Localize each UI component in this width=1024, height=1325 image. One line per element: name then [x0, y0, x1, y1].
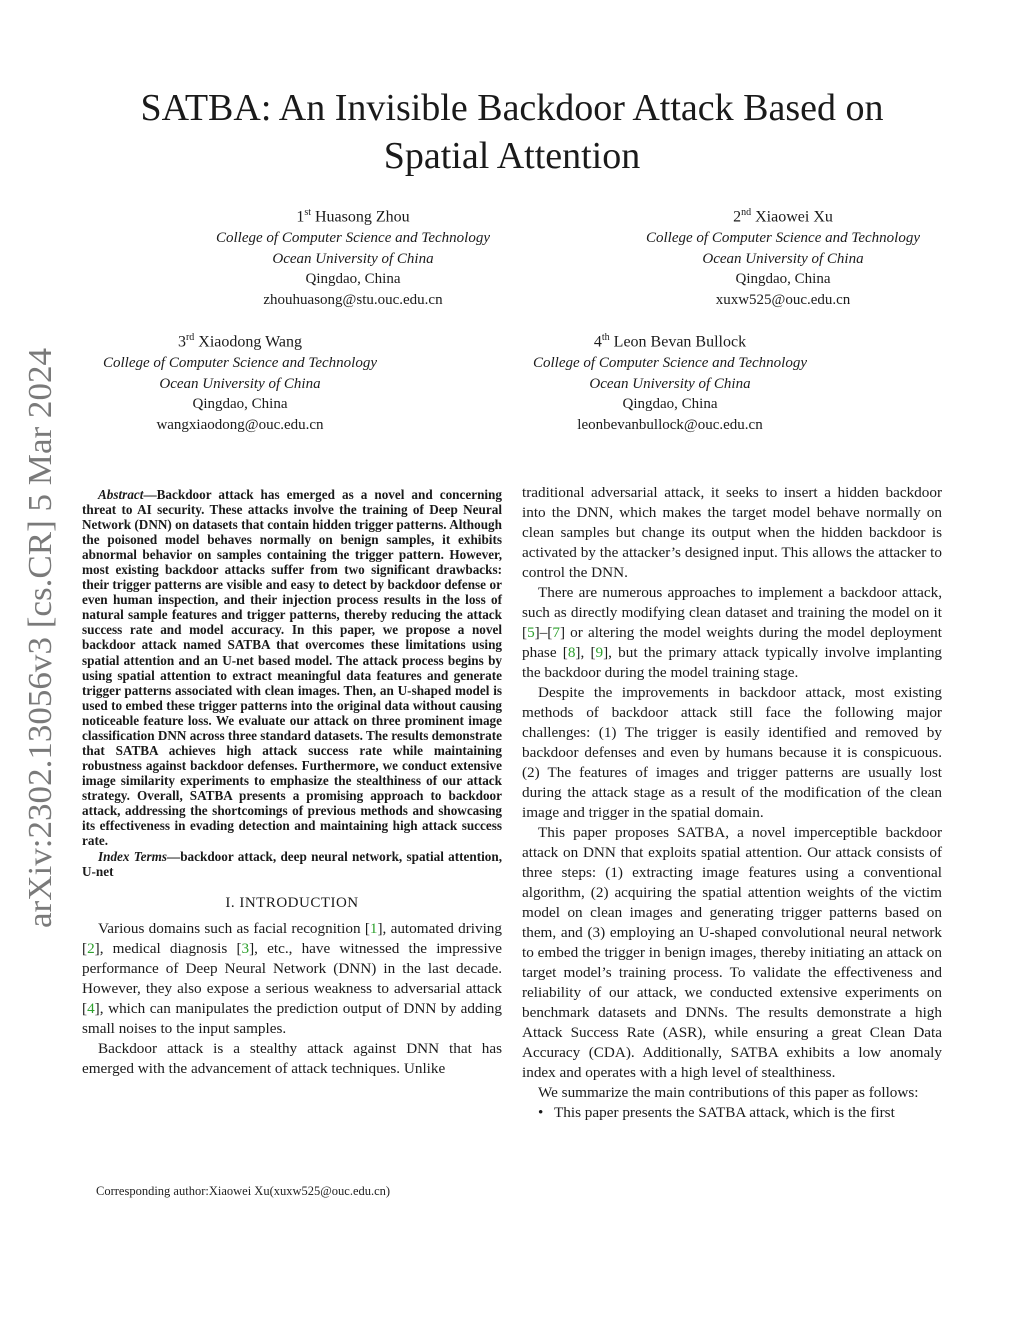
author-ordinal-suffix: rd	[185, 332, 195, 343]
author-department: College of Computer Science and Technology	[533, 354, 807, 371]
author-block-2	[573, 203, 993, 310]
citation-link[interactable]: 3	[241, 940, 250, 958]
author-email[interactable]: zhouhuasong@stu.ouc.edu.cn	[263, 291, 443, 308]
author-city: Qingdao, China	[735, 271, 831, 288]
author-university: Ocean University of China	[702, 250, 864, 267]
abstract-text: —Backdoor attack has emerged as a novel and concerning threat to AI security. These attacks involve the training of Deep Neural Network (DNN) on datasets that contain hidden trigger patterns. Although the poisoned model behaves normally on benign samples, it exhibits abnormal behavior on samples containing the trigger pattern. However, most existing backdoor attacks suffer from two significant drawbacks: their trigger patterns are visible and easy to detect by backdoor defense or even human inspection, and their injection process results in the loss of natural sample features and trigger patterns, thereby reducing the attack success rate and model accuracy. In this paper, we propose a novel backdoor attack named SATBA that overcomes these limitations using spatial attention and an U-net based model. The attack process begins by using spatial attention to extract meaningful data features and generate trigger patterns associated with clean images. Then, an U-shaped model is used to embed these trigger patterns into the original data without causing noticeable feature loss. We evaluate our attack on three prominent image classification DNN across three standard datasets. The results demonstrate that SATBA achieves high attack success rate while maintaining robustness against backdoor defenses. Furthermore, we conduct extensive image similarity experiments to emphasize the stealthiness of our attack strategy. Overall, SATBA presents a promising approach to backdoor attack, addressing the shortcomings of previous methods and showcasing its effectiveness in evading detection and maintaining high attack success rate.	[82, 487, 502, 849]
author-name: Leon Bevan Bullock	[613, 333, 747, 351]
citation-link[interactable]: 2	[87, 940, 95, 958]
author-department: College of Computer Science and Technology	[646, 229, 920, 246]
bullet-icon: •	[538, 1104, 544, 1121]
author-university: Ocean University of China	[272, 250, 434, 267]
author-ordinal: 3	[177, 333, 186, 351]
author-ordinal: 1	[296, 208, 305, 226]
author-name: Xiaowei Xu	[755, 208, 833, 226]
author-city: Qingdao, China	[192, 396, 288, 413]
citation-link[interactable]: 9	[595, 644, 604, 661]
citation-link[interactable]: 4	[87, 1000, 95, 1018]
author-university: Ocean University of China	[159, 375, 321, 392]
intro-paragraph-2: Backdoor attack is a stealthy attack against DNN that has emerged with the advancement of attack techniques. Unlike	[82, 1040, 502, 1078]
left-column	[82, 487, 502, 1079]
footnote: Corresponding author:Xiaowei Xu(xuxw525@ouc.edu.cn)	[96, 1184, 391, 1198]
author-name: Xiaodong Wang	[198, 333, 303, 351]
title-line-2: Spatial Attention	[383, 135, 641, 177]
author-email[interactable]: wangxiaodong@ouc.edu.cn	[156, 416, 324, 433]
intro-paragraph-1: Various domains such as facial recognition [1], automated driving [2], medical diagnosis [3], etc., have witnessed the impressive performance of Deep Neural Network (DNN) in the last decade. However, they also expose a serious weakness to adversarial attack [4], which can manipulates the prediction output of DNN by adding small noises to the input samples.	[82, 920, 503, 1038]
author-email[interactable]: xuxw525@ouc.edu.cn	[715, 291, 851, 308]
index-terms-text: —backdoor attack, deep neural network, spatial attention, U-net	[82, 849, 502, 880]
citation-link[interactable]: 8	[567, 644, 576, 661]
right-paragraph-5: We summarize the main contributions of this paper as follows:	[538, 1084, 919, 1101]
contribution-list-item	[522, 1103, 942, 1123]
right-paragraph-1: traditional adversarial attack, it seeks to insert a hidden backdoor into the DNN, which makes the target model behave normally on clean samples but change its output when the hidden backdoor is activated by the attacker’s designed input. This allows the attacker to control the DNN.	[522, 484, 942, 581]
index-terms	[82, 849, 502, 879]
author-ordinal: 4	[593, 333, 602, 351]
author-university: Ocean University of China	[589, 375, 751, 392]
arxiv-stamp	[0, 0, 64, 1325]
abstract-label: Abstract	[98, 487, 144, 502]
arxiv-stamp-text: arXiv:2302.13056v3 [cs.CR] 5 Mar 2024	[22, 365, 59, 928]
author-department: College of Computer Science and Technology	[216, 229, 490, 246]
author-city: Qingdao, China	[305, 271, 401, 288]
author-block-4	[460, 328, 880, 435]
right-paragraph-2: There are numerous approaches to implement a backdoor attack, such as directly modifying clean dataset and training the model on it [5]–[7] or altering the model weights during the model deployment phase [8], [9], but the primary attack typically involve implanting the backdoor during the model training stage.	[522, 584, 943, 681]
author-block-1	[143, 203, 563, 310]
right-paragraph-4: This paper proposes SATBA, a novel imperceptible backdoor attack on DNN that exploits spatial attention. Our attack consists of three steps: (1) extracting image features using a conventional algorithm, (2) acquiring the spatial attention weights of the victim model on clean images and generating trigger patterns based on them, and (3) employing an U-shaped convolutional neural network to embed the trigger in benign images, thereby initiating an attack on target model’s training process. To validate the effectiveness and reliability of our attack, we conducted extensive experiments on benchmark datasets and DNNs. The results demonstrate a high Attack Success Rate (ASR), while ensuring a great Clean Data Accuracy (CDA). Additionally, SATBA exhibits a low anomaly index and operates with a high level of stealthiness.	[522, 824, 942, 1081]
paper-title	[0, 84, 1024, 180]
author-email[interactable]: leonbevanbullock@ouc.edu.cn	[577, 416, 763, 433]
author-department: College of Computer Science and Technology	[103, 354, 377, 371]
citation-link[interactable]: 1	[369, 920, 378, 938]
title-line-1: SATBA: An Invisible Backdoor Attack Based on	[140, 87, 884, 129]
section-heading: I. INTRODUCTION	[225, 895, 359, 912]
citation-link[interactable]: 5	[527, 624, 535, 641]
author-name: Huasong Zhou	[315, 208, 410, 226]
right-column	[522, 483, 942, 1123]
author-block-3	[30, 328, 450, 435]
index-terms-label: Index Terms	[98, 849, 168, 865]
author-ordinal-suffix: st	[304, 207, 311, 218]
citation-link[interactable]: 7	[552, 624, 560, 641]
abstract	[82, 487, 502, 848]
author-ordinal-suffix: th	[601, 332, 610, 343]
right-paragraph-3: Despite the improvements in backdoor attack, most existing methods of backdoor attack still face the following major challenges: (1) The trigger is easily identified and removed by backdoor defenses and even by humans because it is conspicuous. (2) The features of images and trigger patterns are usually lost during the attack stage as a result of the modification of the clean image and trigger in the spatial domain.	[522, 684, 942, 821]
author-ordinal: 2	[733, 208, 742, 226]
author-ordinal-suffix: nd	[741, 207, 752, 218]
author-city: Qingdao, China	[622, 396, 718, 413]
contribution-text: This paper presents the SATBA attack, which is the first	[554, 1104, 895, 1121]
